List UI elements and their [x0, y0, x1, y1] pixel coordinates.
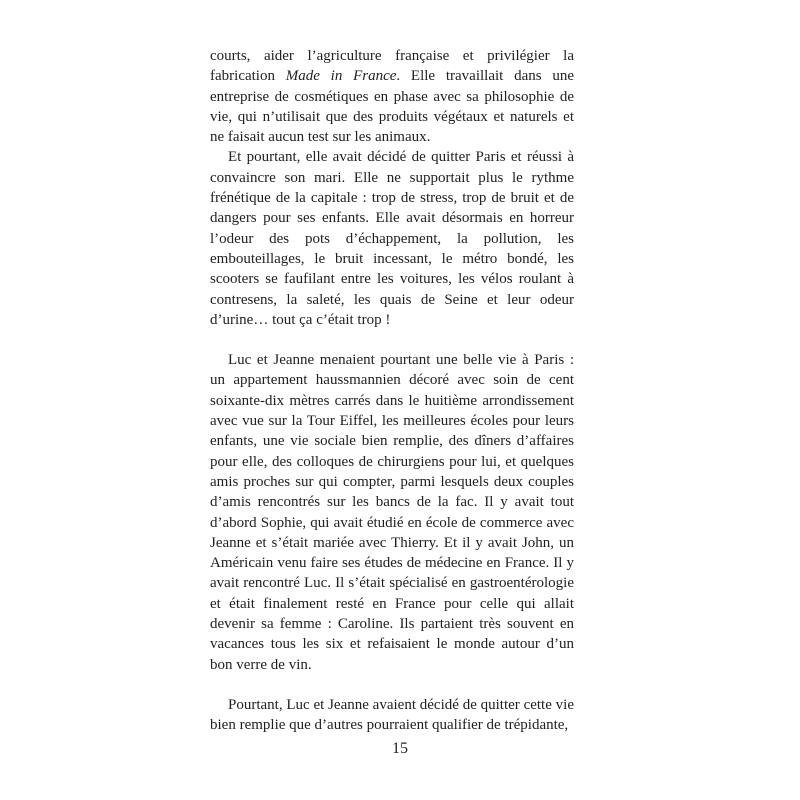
- paragraph-1: [210, 46, 574, 147]
- page-number: 15: [392, 740, 408, 757]
- paragraph-1-italic: Made in France: [285, 68, 397, 85]
- paragraph-1-start: courts, aider l’agriculture française et privilégier la fabrication: [210, 48, 574, 85]
- page-body: [210, 46, 574, 736]
- paragraph-4: Pourtant, Luc et Jeanne avaient décidé de quitter cette vie bien remplie que d’autres pourraient qualifier de trépidante,: [210, 696, 574, 734]
- paragraph-2: Et pourtant, elle avait décidé de quitter Paris et réussi à convaincre son mari. Elle ne supportait plus le rythme frénétique de la capitale : trop de stress, trop de bruit et de dangers pour ses enfants. Elle avait désormais en horreur l’odeur des pots d’échappement, la pollution, les embouteillages, le bruit incessant, le métro bondé, les scooters se faufilant entre les voitures, les vélos roulant à contresens, la saleté, les quais de Seine et leur odeur d’urine… tout ça c’était trop !: [210, 149, 574, 328]
- paragraph-1-end: . Elle travaillait dans une entreprise de cosmétiques en phase avec sa philosophie de vie, qui n’utilisait que des produits végétaux et naturels et ne faisait aucun test sur les animaux.: [210, 68, 574, 146]
- paragraph-3: Luc et Jeanne menaient pourtant une belle vie à Paris : un appartement haussmannien décoré avec soin de cent soixante-dix mètres carrés dans le huitième arrondissement avec vue sur la Tour Eiffel, les meilleures écoles pour leurs enfants, une vie sociale bien remplie, des dîners d’affaires pour elle, des colloques de chirurgiens pour lui, et quelques amis proches sur qui compter, parmi lesquels deux couples d’amis rencontrés sur les bancs de la fac. Il y avait tout d’abord Sophie, qui avait étudié en école de commerce avec Jeanne et s’était mariée avec Thierry. Et il y avait John, un Américain venu faire ses études de médecine en France. Il y avait rencontré Luc. Il s’était spécialisé en gastroentérologie et était finalement resté en France pour celle qui allait devenir sa femme : Caroline. Ils partaient très souvent en vacances tous les six et refaisaient le monde autour d’un bon verre de vin.: [210, 352, 574, 673]
